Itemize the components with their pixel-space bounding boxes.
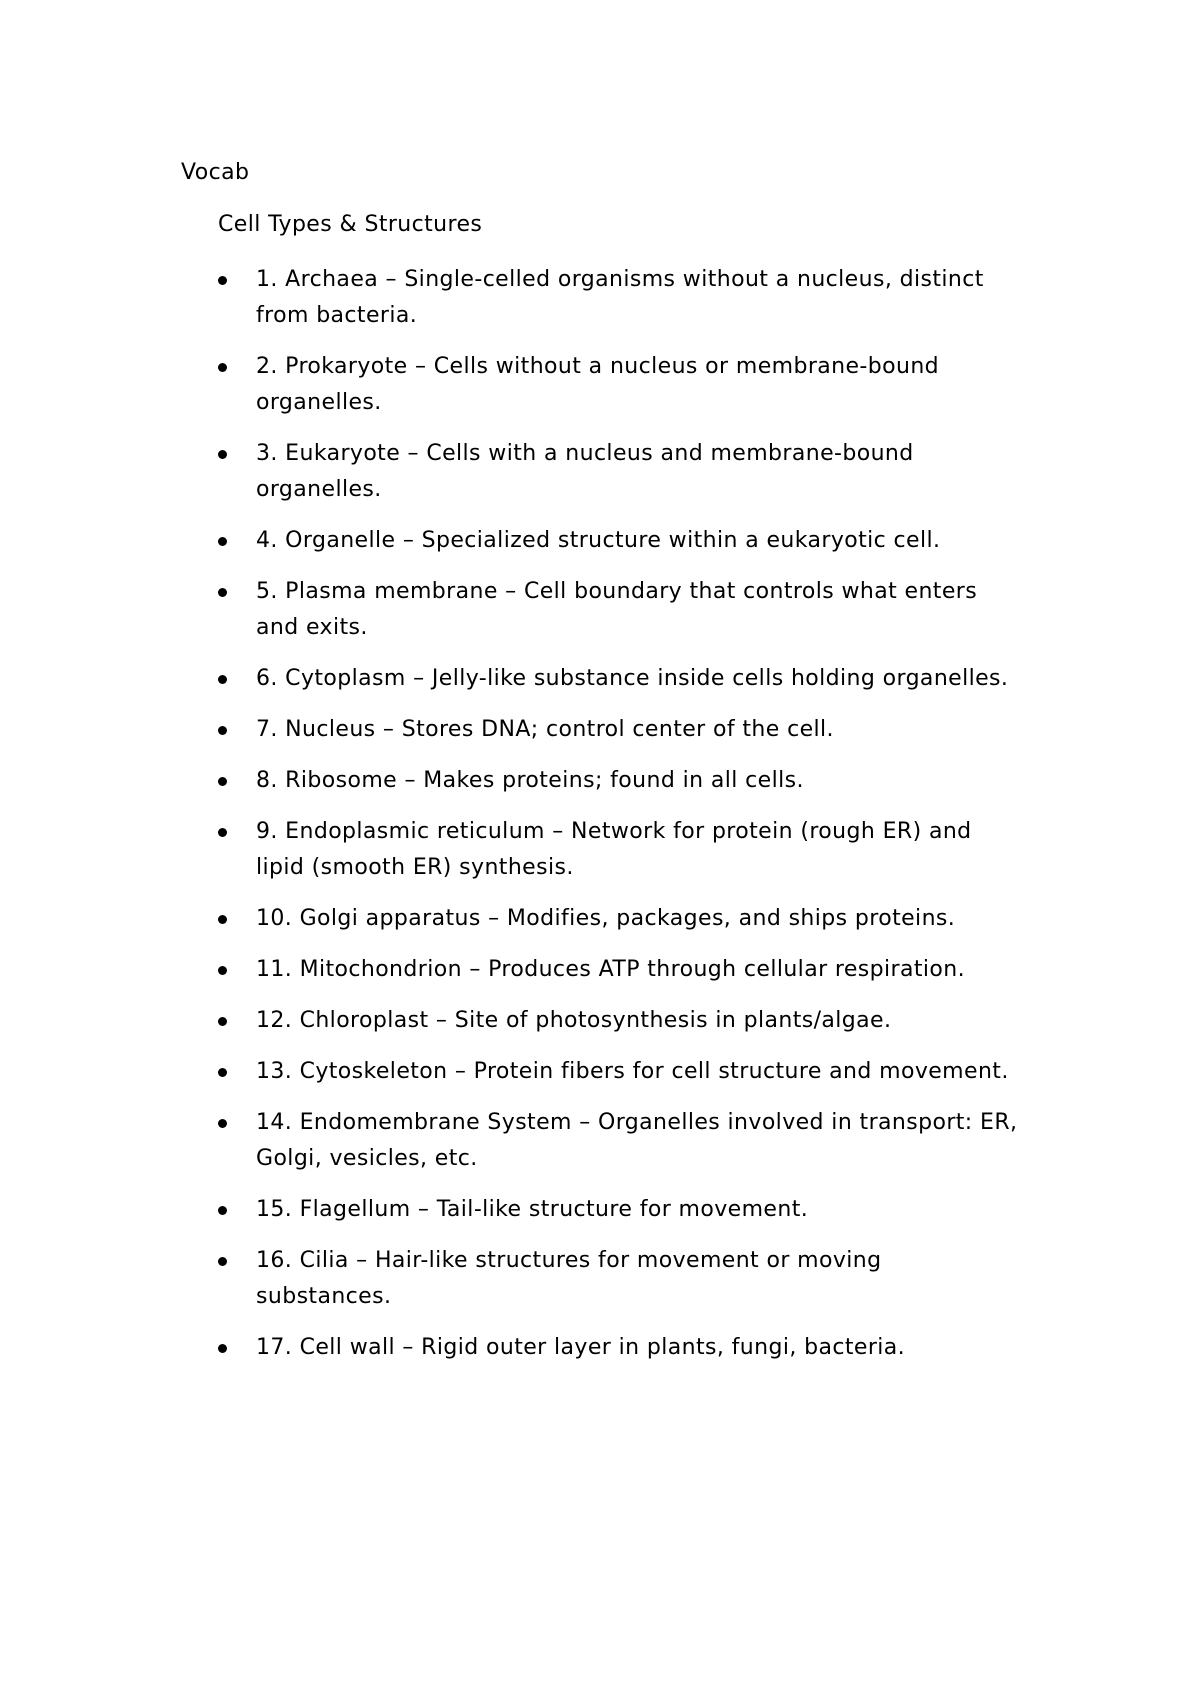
bullet-icon <box>218 828 227 837</box>
list-item-text: 13. Cytoskeleton – Protein fibers for cell structure and movement. <box>256 1059 1009 1084</box>
list-item <box>218 1192 1018 1228</box>
list-item-text: 1. Archaea – Single-celled organisms without a nucleus, distinct from bacteria. <box>256 267 984 328</box>
bullet-icon <box>218 537 227 546</box>
list-item-text: 16. Cilia – Hair-like structures for movement or moving substances. <box>256 1248 882 1309</box>
list-item-text: 17. Cell wall – Rigid outer layer in plants, fungi, bacteria. <box>256 1335 906 1360</box>
list-item-text: 9. Endoplasmic reticulum – Network for protein (rough ER) and lipid (smooth ER) synthesis. <box>256 819 972 880</box>
list-item <box>218 712 1018 748</box>
list-item-text: 5. Plasma membrane – Cell boundary that controls what enters and exits. <box>256 579 978 640</box>
list-item-text: 6. Cytoplasm – Jelly-like substance inside cells holding organelles. <box>256 666 1009 691</box>
list-item <box>218 436 1018 508</box>
list-item-text: 10. Golgi apparatus – Modifies, packages, and ships proteins. <box>256 906 956 931</box>
list-item-text: 12. Chloroplast – Site of photosynthesis in plants/algae. <box>256 1008 892 1033</box>
bullet-icon <box>218 588 227 597</box>
bullet-icon <box>218 1206 227 1215</box>
bullet-icon <box>218 777 227 786</box>
bullet-icon <box>218 363 227 372</box>
bullet-icon <box>218 726 227 735</box>
list-item-text: 2. Prokaryote – Cells without a nucleus or membrane-bound organelles. <box>256 354 940 415</box>
bullet-icon <box>218 450 227 459</box>
list-item <box>218 574 1018 646</box>
list-item <box>218 1243 1018 1315</box>
list-item-text: 4. Organelle – Specialized structure within a eukaryotic cell. <box>256 528 941 553</box>
list-item <box>218 1105 1018 1177</box>
vocab-list <box>218 262 1018 1381</box>
bullet-icon <box>218 1257 227 1266</box>
bullet-icon <box>218 1344 227 1353</box>
list-item-text: 14. Endomembrane System – Organelles involved in transport: ER, Golgi, vesicles, etc. <box>256 1110 1018 1171</box>
bullet-icon <box>218 1017 227 1026</box>
list-item <box>218 523 1018 559</box>
list-item <box>218 814 1018 886</box>
list-item <box>218 262 1018 334</box>
list-item-text: 7. Nucleus – Stores DNA; control center of the cell. <box>256 717 834 742</box>
list-item <box>218 349 1018 421</box>
list-item <box>218 661 1018 697</box>
list-item <box>218 952 1018 988</box>
list-item-text: 15. Flagellum – Tail-like structure for movement. <box>256 1197 809 1222</box>
list-item <box>218 1003 1018 1039</box>
bullet-icon <box>218 1119 227 1128</box>
bullet-icon <box>218 966 227 975</box>
bullet-icon <box>218 915 227 924</box>
list-item <box>218 901 1018 937</box>
list-item-text: 3. Eukaryote – Cells with a nucleus and membrane-bound organelles. <box>256 441 914 502</box>
list-item-text: 8. Ribosome – Makes proteins; found in all cells. <box>256 768 804 793</box>
document-title: Vocab <box>181 160 250 185</box>
list-item <box>218 1054 1018 1090</box>
list-item-text: 11. Mitochondrion – Produces ATP through cellular respiration. <box>256 957 966 982</box>
list-item <box>218 1330 1018 1366</box>
section-heading: Cell Types & Structures <box>218 212 483 237</box>
bullet-icon <box>218 276 227 285</box>
list-item <box>218 763 1018 799</box>
bullet-icon <box>218 1068 227 1077</box>
bullet-icon <box>218 675 227 684</box>
